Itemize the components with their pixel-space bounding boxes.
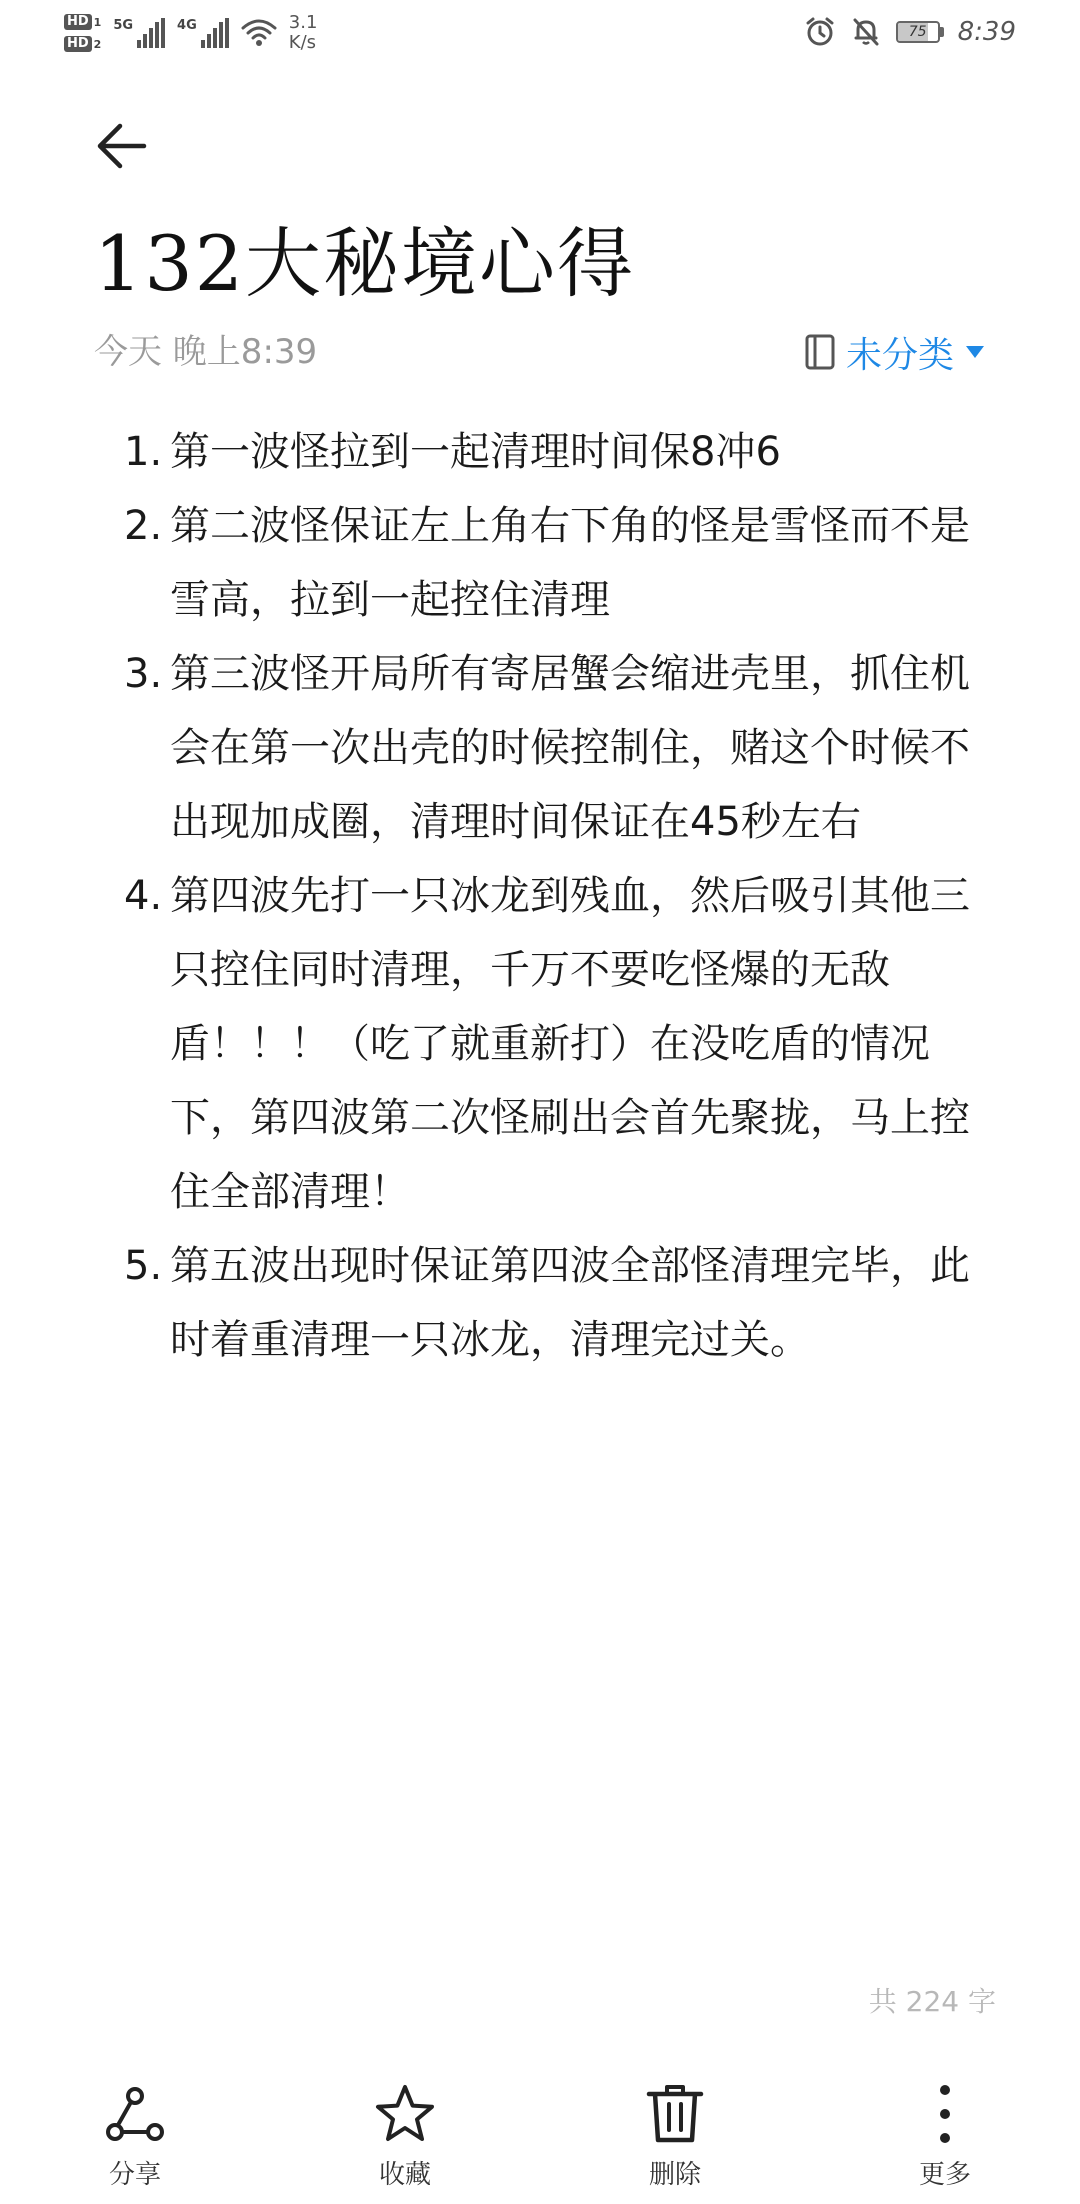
mute-bell-icon <box>850 16 882 48</box>
favorite-button[interactable]: 收藏 <box>270 2070 540 2204</box>
status-left <box>64 8 317 58</box>
list-item: 3. 第三波怪开局所有寄居蟹会缩进壳里，抓住机会在第一次出壳的时候控制住，赌这个时候不出现加成圈，清理时间保证在45秒左右 <box>124 651 970 845</box>
hd-badge-1: HD 1 <box>64 14 101 30</box>
share-icon <box>105 2084 165 2144</box>
share-button[interactable]: 分享 <box>0 2070 270 2204</box>
back-button[interactable] <box>84 108 160 184</box>
note-date: 今天 晚上8:39 <box>94 332 318 372</box>
status-bar <box>0 0 1080 64</box>
battery-icon: 75 <box>896 21 944 43</box>
trash-icon <box>645 2082 705 2146</box>
arrow-left-icon <box>92 116 152 176</box>
delete-button[interactable]: 删除 <box>540 2070 810 2204</box>
signal-4g: 4G <box>177 18 229 48</box>
bottom-toolbar <box>0 2070 1080 2204</box>
note-title[interactable]: 132大秘境心得 <box>94 219 636 308</box>
list-item: 2. 第二波怪保证左上角右下角的怪是雪怪而不是雪高，拉到一起控住清理 <box>124 503 970 623</box>
star-icon <box>374 2083 436 2145</box>
caret-down-icon <box>964 344 986 360</box>
signal-bars-icon <box>137 18 165 48</box>
more-vertical-icon <box>935 2082 955 2146</box>
network-speed: 3.1 K/s <box>288 12 318 53</box>
category-label: 未分类 <box>845 334 954 376</box>
list-item: 1. 第一波怪拉到一起清理时间保8冲6 <box>124 429 781 475</box>
status-right <box>804 14 1016 50</box>
signal-bars-icon <box>201 18 229 48</box>
hd-indicators <box>64 14 101 52</box>
list-item: 4. 第四波先打一只冰龙到残血，然后吸引其他三只控住同时清理，千万不要吃怪爆的无敌盾！！！（吃了就重新打）在没吃盾的情况下，第四波第二次怪刷出会首先聚拢，马上控住全部清理！ <box>124 873 970 1215</box>
category-selector[interactable] <box>804 328 986 376</box>
list-item: 5. 第五波出现时保证第四波全部怪清理完毕，此时着重清理一只冰龙，清理完过关。 <box>124 1243 970 1363</box>
more-button[interactable]: 更多 <box>810 2070 1080 2204</box>
signal-5g: 5G <box>113 18 165 48</box>
wifi-icon <box>241 18 277 48</box>
alarm-icon <box>804 16 836 48</box>
word-count: 共 224 字 <box>868 1985 996 2018</box>
hd-badge-2: HD 2 <box>64 36 101 52</box>
status-time: 8:39 <box>957 17 1016 47</box>
note-content[interactable] <box>124 415 974 1377</box>
notebook-icon <box>804 333 836 371</box>
